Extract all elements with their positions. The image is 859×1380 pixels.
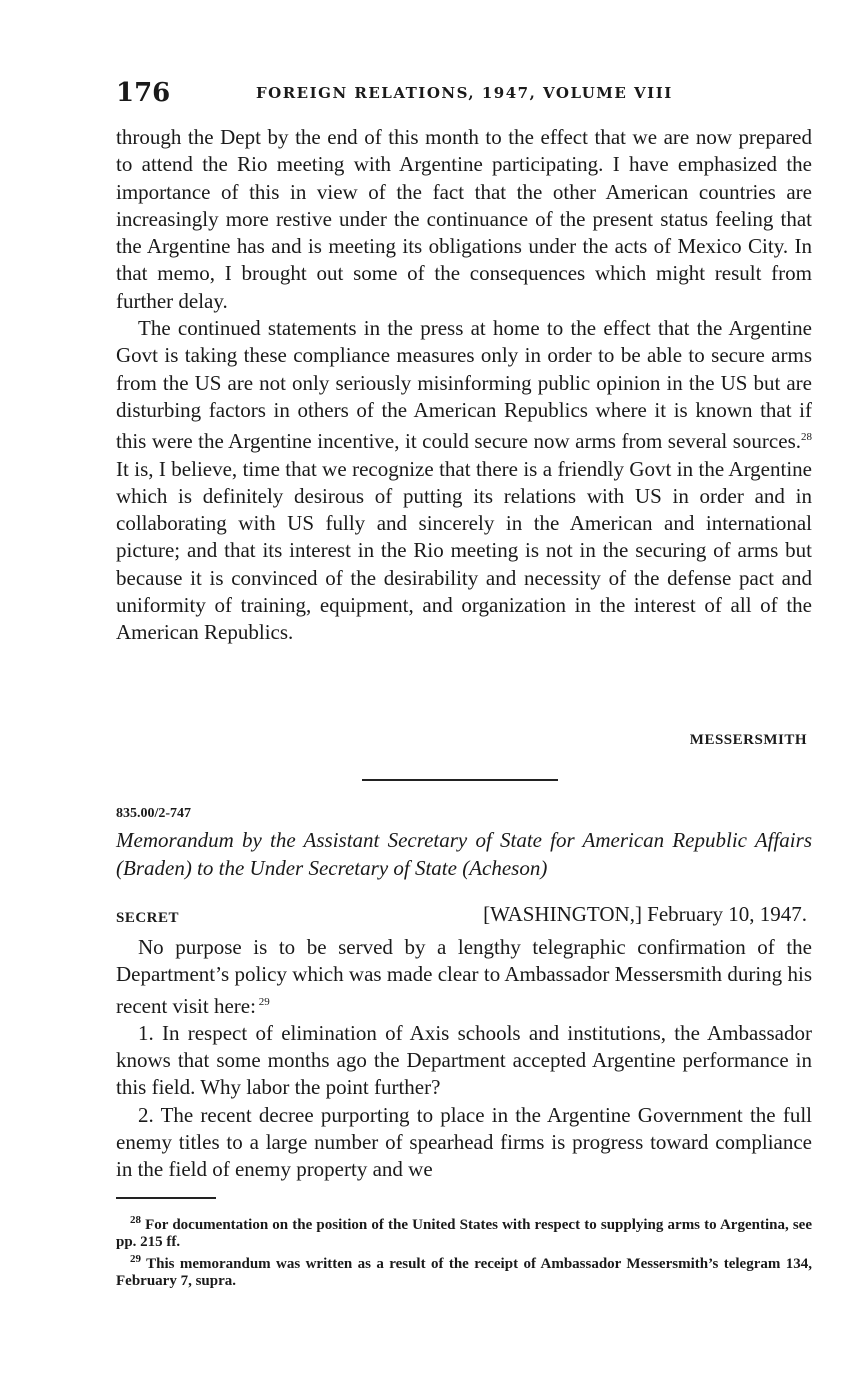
footnote-number: 28 [130,1214,141,1226]
footnote [116,1212,812,1251]
footnote-ref: 28 [801,431,812,444]
memo-title: Memorandum by the Assistant Secretary of State for American Republic Affairs (Braden) to the Under Secretary of State (Acheson) [116,828,812,880]
paragraph-text: No purpose is to be served by a lengthy telegraphic confirmation of the Department’s policy which was made clear to Ambassador Messersmith during his recent visit here: [116,935,812,1018]
footnote-number: 29 [130,1253,141,1265]
footnote-ref: 29 [255,995,270,1008]
paragraph: through the Dept by the end of this month to the effect that we are now prepared to attend the Rio meeting with Argentine participating. I have emphasized the importance of this in view of the fact that the other American countries are increasingly more restive under the continuance of the present status feeling that the Argentine has and is meeting its obligations under the acts of Mexico City. In that memo, I brought out some of the consequences which might result from further delay. [116,125,812,313]
paragraph-text: It is, I believe, time that we recognize that there is a friendly Govt in the Argentine which is definitely desirous of putting its relations with US in order and in collaborating with US fully and sincerely in the American and international picture; and that its interest in the Rio meeting is not in the securing of arms but because it is convinced of the desirability and necessity of the defense pact and uniformity of training, equipment, and organization in the interest of all of the American Republics. [116,456,812,645]
footnote-text: This memorandum was written as a result of the receipt of Ambassador Messersmith’s telegram 134, February 7, supra. [116,1256,812,1289]
paragraph-text: The continued statements in the press at home to the effect that the Argentine Govt is taking these compliance measures only in order to be able to secure arms from the US are not only seriously misinforming public opinion in the US but are disturbing factors in others of the American Republics where it is known that if this were the Argentine incentive, it could secure now arms from several sources. [116,316,812,454]
paragraph [116,315,812,647]
footnote-divider [116,1197,216,1199]
page-number: 176 [116,78,171,108]
paragraph: 2. The recent decree purporting to place in the Argentine Government the full enemy titles to a large number of spearhead firms is progress toward compliance in the field of enemy property and we [116,1102,812,1182]
classification-label: SECRET [116,910,180,926]
signature: MESSERSMITH [689,732,807,748]
section-divider [362,779,558,781]
document-id: 835.00/2-747 [116,806,192,821]
running-head: FOREIGN RELATIONS, 1947, VOLUME VIII [256,84,673,102]
dateline: [WASHINGTON,] February 10, 1947. [483,902,807,926]
continuation-text [116,124,812,647]
paragraph [116,934,812,1020]
footnote-text: For documentation on the position of the United States with respect to supplying arms to Argentina, see pp. 215 ff. [116,1217,812,1250]
memo-body [116,934,812,1184]
page-header [116,78,812,114]
footnotes [116,1212,812,1290]
paragraph: 1. In respect of elimination of Axis schools and institutions, the Ambassador knows that some months ago the Department accepted Argentine performance in this field. Why labor the point further? [116,1020,812,1100]
footnote [116,1251,812,1290]
